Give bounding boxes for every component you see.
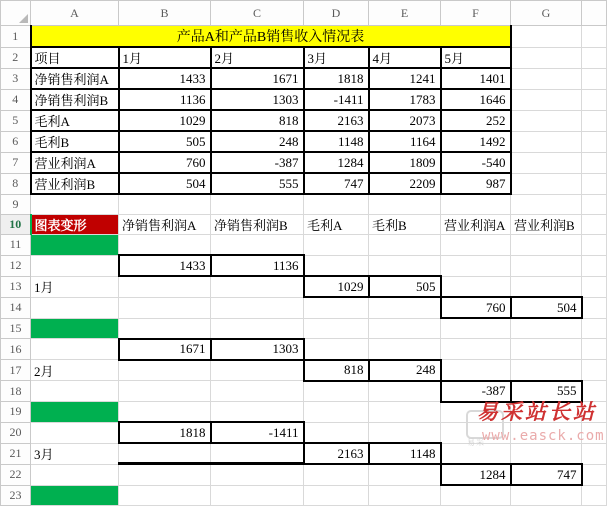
- cell-C4[interactable]: 1303: [211, 89, 304, 110]
- cell-E12[interactable]: [369, 255, 441, 276]
- cell-E16[interactable]: [369, 339, 441, 360]
- cell-H3-partial[interactable]: [582, 68, 607, 89]
- cell-G2[interactable]: [511, 47, 582, 68]
- cell-C10[interactable]: 净销售利润B: [211, 215, 304, 235]
- cell-H12-partial[interactable]: [582, 255, 607, 276]
- cell-C7[interactable]: -387: [211, 152, 304, 173]
- cell-F8[interactable]: 987: [441, 173, 511, 194]
- cell-F10[interactable]: 营业利润A: [441, 215, 511, 235]
- cell-C16[interactable]: 1303: [211, 339, 304, 360]
- cell-D10[interactable]: 毛利A: [304, 215, 369, 235]
- cell-D17[interactable]: 818: [304, 360, 369, 381]
- cell-C9[interactable]: [211, 194, 304, 215]
- cell-E18[interactable]: [369, 381, 441, 402]
- cell-E17[interactable]: 248: [369, 360, 441, 381]
- watermark-brand-text: 易采站长站: [477, 399, 597, 424]
- cell-E21[interactable]: 1148: [369, 443, 441, 464]
- cell-D15[interactable]: [304, 318, 369, 339]
- cell-D18[interactable]: [304, 381, 369, 402]
- cell-B3[interactable]: 1433: [119, 68, 211, 89]
- row-header-8[interactable]: 8: [1, 173, 31, 194]
- cell-F23[interactable]: [441, 485, 511, 506]
- cell-E10[interactable]: 毛利B: [369, 215, 441, 235]
- row-header-10[interactable]: 10: [1, 215, 31, 235]
- cell-B6[interactable]: 505: [119, 131, 211, 152]
- cell-E23[interactable]: [369, 485, 441, 506]
- cell-B7[interactable]: 760: [119, 152, 211, 173]
- cell-F15[interactable]: [441, 318, 511, 339]
- cell-B20[interactable]: 1818: [119, 422, 211, 443]
- cell-A14[interactable]: [31, 297, 119, 318]
- cell-B4[interactable]: 1136: [119, 89, 211, 110]
- cell-H8-partial[interactable]: [582, 173, 607, 194]
- cell-B15[interactable]: [119, 318, 211, 339]
- cell-E6[interactable]: 1164: [369, 131, 441, 152]
- cell-B22[interactable]: [119, 464, 211, 485]
- row-header-12[interactable]: 12: [1, 255, 31, 276]
- cell-E9[interactable]: [369, 194, 441, 215]
- cell-D2[interactable]: 3月: [304, 47, 369, 68]
- cell-B16[interactable]: 1671: [119, 339, 211, 360]
- cell-A3[interactable]: 净销售利润A: [31, 68, 119, 89]
- cell-H10-partial[interactable]: [582, 215, 607, 235]
- cell-H5-partial[interactable]: [582, 110, 607, 131]
- cell-H16-partial[interactable]: [582, 339, 607, 360]
- row-header-14[interactable]: 14: [1, 297, 31, 318]
- cell-D20[interactable]: [304, 422, 369, 443]
- cell-D3[interactable]: 1818: [304, 68, 369, 89]
- row-header-7[interactable]: 7: [1, 152, 31, 173]
- cell-A16[interactable]: [31, 339, 119, 360]
- cell-C3[interactable]: 1671: [211, 68, 304, 89]
- cell-D22[interactable]: [304, 464, 369, 485]
- cell-F19[interactable]: [441, 402, 511, 423]
- cell-E2[interactable]: 4月: [369, 47, 441, 68]
- cell-B12[interactable]: 1433: [119, 255, 211, 276]
- cell-H20-partial[interactable]: [582, 422, 607, 443]
- select-all-corner[interactable]: [1, 1, 31, 26]
- cell-C12[interactable]: 1136: [211, 255, 304, 276]
- row-header-20[interactable]: 20: [1, 422, 31, 443]
- cell-C11[interactable]: [211, 235, 304, 256]
- row-header-1[interactable]: 1: [1, 26, 31, 48]
- cell-G11[interactable]: [511, 235, 582, 256]
- cell-A19[interactable]: [31, 402, 119, 423]
- cell-C21[interactable]: [211, 443, 304, 464]
- cell-D7[interactable]: 1284: [304, 152, 369, 173]
- cell-A4[interactable]: 净销售利润B: [31, 89, 119, 110]
- row-header-23[interactable]: 23: [1, 485, 31, 506]
- cell-G12[interactable]: [511, 255, 582, 276]
- cell-D23[interactable]: [304, 485, 369, 506]
- cell-C17[interactable]: [211, 360, 304, 381]
- cell-G1[interactable]: [511, 26, 582, 48]
- watermark-url-text: www.easck.com: [482, 428, 605, 444]
- cell-D12[interactable]: [304, 255, 369, 276]
- cell-G13[interactable]: [511, 276, 582, 297]
- cell-A15[interactable]: [31, 318, 119, 339]
- cell-B11[interactable]: [119, 235, 211, 256]
- row-header-17[interactable]: 17: [1, 360, 31, 381]
- row-header-11[interactable]: 11: [1, 235, 31, 256]
- cell-H23-partial[interactable]: [582, 485, 607, 506]
- cell-B10[interactable]: 净销售利润A: [119, 215, 211, 235]
- cell-F21[interactable]: [441, 443, 511, 464]
- cell-B19[interactable]: [119, 402, 211, 423]
- cell-A7[interactable]: 营业利润A: [31, 152, 119, 173]
- cell-E20[interactable]: [369, 422, 441, 443]
- cell-G5[interactable]: [511, 110, 582, 131]
- watermark-logo-caption: 易采: [467, 438, 485, 447]
- cell-B9[interactable]: [119, 194, 211, 215]
- cell-A17[interactable]: 2月: [31, 360, 119, 381]
- cell-G18[interactable]: 555: [511, 381, 582, 402]
- cell-H2-partial[interactable]: [582, 47, 607, 68]
- cell-A13[interactable]: 1月: [31, 276, 119, 297]
- cell-E5[interactable]: 2073: [369, 110, 441, 131]
- cell-C19[interactable]: [211, 402, 304, 423]
- cell-H22-partial[interactable]: [582, 464, 607, 485]
- cell-F17[interactable]: [441, 360, 511, 381]
- cell-F3[interactable]: 1401: [441, 68, 511, 89]
- cell-G20[interactable]: [511, 422, 582, 443]
- cell-G3[interactable]: [511, 68, 582, 89]
- cell-A2[interactable]: 项目: [31, 47, 119, 68]
- column-header-E[interactable]: E: [369, 1, 441, 26]
- cell-B2[interactable]: 1月: [119, 47, 211, 68]
- column-header-partial[interactable]: [582, 1, 607, 26]
- cell-F16[interactable]: [441, 339, 511, 360]
- cell-H21-partial[interactable]: [582, 443, 607, 464]
- cell-E8[interactable]: 2209: [369, 173, 441, 194]
- cell-E13[interactable]: 505: [369, 276, 441, 297]
- row-header-18[interactable]: 18: [1, 381, 31, 402]
- cell-E22[interactable]: [369, 464, 441, 485]
- cell-C5[interactable]: 818: [211, 110, 304, 131]
- cell-H4-partial[interactable]: [582, 89, 607, 110]
- cell-G7[interactable]: [511, 152, 582, 173]
- cell-D4[interactable]: -1411: [304, 89, 369, 110]
- cell-E3[interactable]: 1241: [369, 68, 441, 89]
- cell-D8[interactable]: 747: [304, 173, 369, 194]
- cell-E11[interactable]: [369, 235, 441, 256]
- cell-C8[interactable]: 555: [211, 173, 304, 194]
- cell-H7-partial[interactable]: [582, 152, 607, 173]
- column-header-G[interactable]: G: [511, 1, 582, 26]
- cell-G8[interactable]: [511, 173, 582, 194]
- cell-F4[interactable]: 1646: [441, 89, 511, 110]
- cell-A20[interactable]: [31, 422, 119, 443]
- cell-F5[interactable]: 252: [441, 110, 511, 131]
- cell-A10[interactable]: 图表变形: [31, 215, 119, 235]
- cell-C20[interactable]: -1411: [211, 422, 304, 443]
- cell-H1-partial[interactable]: [582, 26, 607, 48]
- cell-H11-partial[interactable]: [582, 235, 607, 256]
- cell-D5[interactable]: 2163: [304, 110, 369, 131]
- cell-F12[interactable]: [441, 255, 511, 276]
- cell-G10[interactable]: 营业利润B: [511, 215, 582, 235]
- cell-D16[interactable]: [304, 339, 369, 360]
- cell-B8[interactable]: 504: [119, 173, 211, 194]
- cell-B23[interactable]: [119, 485, 211, 506]
- cell-F18[interactable]: -387: [441, 381, 511, 402]
- row-header-4[interactable]: 4: [1, 89, 31, 110]
- column-header-F[interactable]: F: [441, 1, 511, 26]
- title-banner[interactable]: 产品A和产品B销售收入情况表: [31, 26, 511, 48]
- cell-B14[interactable]: [119, 297, 211, 318]
- cell-E14[interactable]: [369, 297, 441, 318]
- cell-A8[interactable]: 营业利润B: [31, 173, 119, 194]
- row-header-19[interactable]: 19: [1, 402, 31, 423]
- cell-G6[interactable]: [511, 131, 582, 152]
- cell-A5[interactable]: 毛利A: [31, 110, 119, 131]
- cell-A12[interactable]: [31, 255, 119, 276]
- cell-G21[interactable]: [511, 443, 582, 464]
- cell-A18[interactable]: [31, 381, 119, 402]
- cell-A22[interactable]: [31, 464, 119, 485]
- cell-G22[interactable]: 747: [511, 464, 582, 485]
- cell-C2[interactable]: 2月: [211, 47, 304, 68]
- cell-H6-partial[interactable]: [582, 131, 607, 152]
- cell-G17[interactable]: [511, 360, 582, 381]
- cell-C18[interactable]: [211, 381, 304, 402]
- row-header-16[interactable]: 16: [1, 339, 31, 360]
- cell-B18[interactable]: [119, 381, 211, 402]
- cell-H14-partial[interactable]: [582, 297, 607, 318]
- cell-B13[interactable]: [119, 276, 211, 297]
- cell-H13-partial[interactable]: [582, 276, 607, 297]
- cell-F7[interactable]: -540: [441, 152, 511, 173]
- cell-C14[interactable]: [211, 297, 304, 318]
- cell-C22[interactable]: [211, 464, 304, 485]
- row-header-2[interactable]: 2: [1, 47, 31, 68]
- cell-A21[interactable]: 3月: [31, 443, 119, 464]
- cell-H17-partial[interactable]: [582, 360, 607, 381]
- cell-D6[interactable]: 1148: [304, 131, 369, 152]
- cell-C15[interactable]: [211, 318, 304, 339]
- row-header-5[interactable]: 5: [1, 110, 31, 131]
- cell-G14[interactable]: 504: [511, 297, 582, 318]
- row-header-15[interactable]: 15: [1, 318, 31, 339]
- cell-F11[interactable]: [441, 235, 511, 256]
- row-header-22[interactable]: 22: [1, 464, 31, 485]
- cell-D13[interactable]: 1029: [304, 276, 369, 297]
- cell-A9[interactable]: [31, 194, 119, 215]
- cell-E19[interactable]: [369, 402, 441, 423]
- column-header-B[interactable]: B: [119, 1, 211, 26]
- cell-G15[interactable]: [511, 318, 582, 339]
- row-header-13[interactable]: 13: [1, 276, 31, 297]
- cell-G4[interactable]: [511, 89, 582, 110]
- row-header-3[interactable]: 3: [1, 68, 31, 89]
- cell-B21[interactable]: [119, 443, 211, 464]
- cell-D9[interactable]: [304, 194, 369, 215]
- cell-E4[interactable]: 1783: [369, 89, 441, 110]
- cell-H15-partial[interactable]: [582, 318, 607, 339]
- row-header-21[interactable]: 21: [1, 443, 31, 464]
- cell-B17[interactable]: [119, 360, 211, 381]
- cell-H9-partial[interactable]: [582, 194, 607, 215]
- cell-D21[interactable]: 2163: [304, 443, 369, 464]
- cell-A11[interactable]: [31, 235, 119, 256]
- column-header-D[interactable]: D: [304, 1, 369, 26]
- cell-F9[interactable]: [441, 194, 511, 215]
- cell-F14[interactable]: 760: [441, 297, 511, 318]
- cell-F6[interactable]: 1492: [441, 131, 511, 152]
- cell-A23[interactable]: [31, 485, 119, 506]
- cell-H18-partial[interactable]: [582, 381, 607, 402]
- column-header-A[interactable]: A: [31, 1, 119, 26]
- cell-G9[interactable]: [511, 194, 582, 215]
- cell-D11[interactable]: [304, 235, 369, 256]
- cell-D19[interactable]: [304, 402, 369, 423]
- cell-D14[interactable]: [304, 297, 369, 318]
- cell-E15[interactable]: [369, 318, 441, 339]
- next-row-border-stub: [118, 462, 303, 465]
- cell-G16[interactable]: [511, 339, 582, 360]
- cell-F22[interactable]: 1284: [441, 464, 511, 485]
- cell-G23[interactable]: [511, 485, 582, 506]
- cell-G19[interactable]: [511, 402, 582, 423]
- cell-C13[interactable]: [211, 276, 304, 297]
- cell-C23[interactable]: [211, 485, 304, 506]
- cell-F20[interactable]: [441, 422, 511, 443]
- cell-B5[interactable]: 1029: [119, 110, 211, 131]
- cell-A6[interactable]: 毛利B: [31, 131, 119, 152]
- cell-F2[interactable]: 5月: [441, 47, 511, 68]
- cell-C6[interactable]: 248: [211, 131, 304, 152]
- cell-E7[interactable]: 1809: [369, 152, 441, 173]
- column-header-C[interactable]: C: [211, 1, 304, 26]
- row-header-6[interactable]: 6: [1, 131, 31, 152]
- cell-H19-partial[interactable]: [582, 402, 607, 423]
- row-header-9[interactable]: 9: [1, 194, 31, 215]
- cell-F13[interactable]: [441, 276, 511, 297]
